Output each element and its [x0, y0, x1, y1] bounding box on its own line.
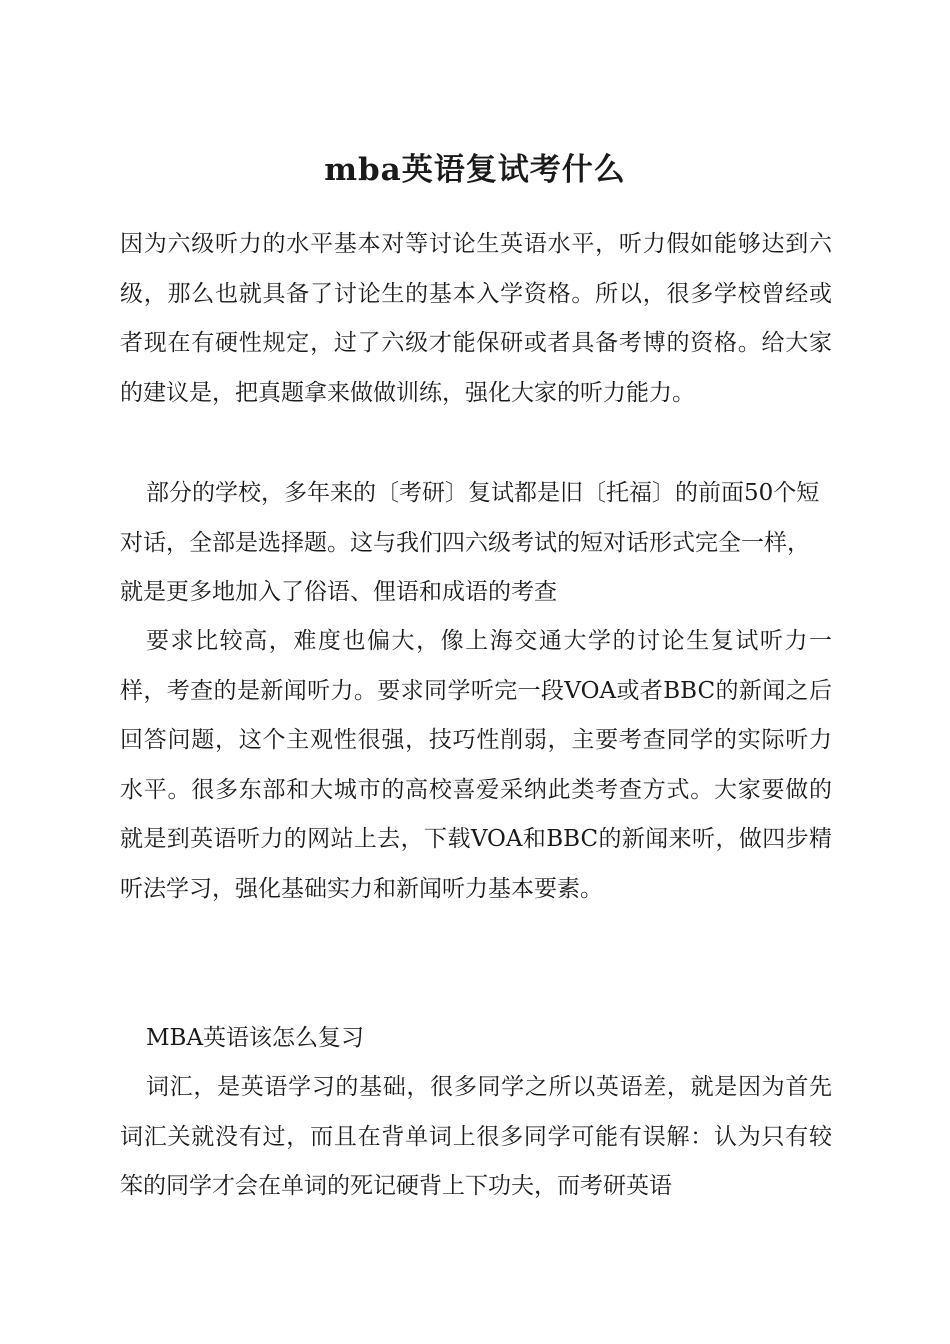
section-paragraph: 词汇，是英语学习的基础，很多同学之所以英语差，就是因为首先词汇关就没有过，而且在背单词上很多同学可能有误解：认为只有较笨的同学才会在单词的死记硬背上下功夫，而考研英语 — [120, 1074, 832, 1199]
paragraph-2: 部分的学校，多年来的〔考研〕复试都是旧〔托福〕的前面50个短对话，全部是选择题。这与我们四六级考试的短对话形式完全一样，就是更多地加入了俗语、俚语和成语的考查 — [120, 480, 820, 605]
section-heading: MBA英语该怎么复习 — [146, 1025, 365, 1051]
document-title: mba英语复试考什么 — [324, 152, 626, 188]
paragraph-1: 因为六级听力的水平基本对等讨论生英语水平，听力假如能够达到六级，那么也就具备了讨论生的基本入学资格。所以，很多学校曾经或者现在有硬性规定，过了六级才能保研或者具备考博的资格。给大家的建议是，把真题拿来做做训练，强化大家的听力能力。 — [120, 231, 832, 406]
paragraph-3: 要求比较高，难度也偏大，像上海交通大学的讨论生复试听力一样，考查的是新闻听力。要求同学听完一段VOA或者BBC的新闻之后回答问题，这个主观性很强，技巧性削弱，主要考查同学的实际听力水平。很多东部和大城市的高校喜爱采纳此类考查方式。大家要做的就是到英语听力的网站上去，下载VOA和BBC的新闻来听，做四步精听法学习，强化基础实力和新闻听力基本要素。 — [120, 628, 832, 902]
